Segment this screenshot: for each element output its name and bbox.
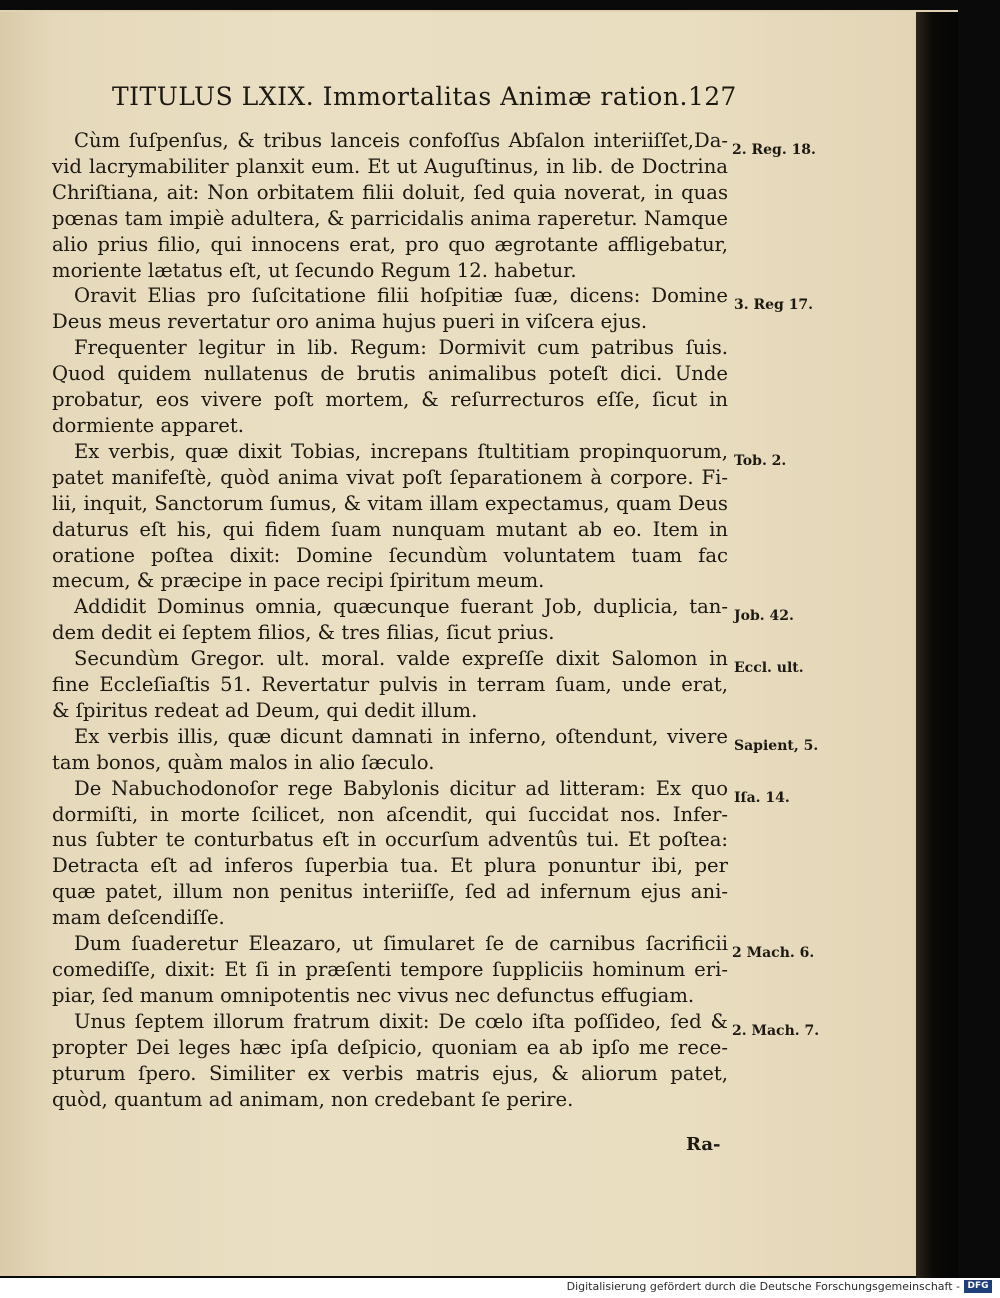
- paragraph: [52, 335, 728, 439]
- text-line: quæ patet, illum non penitus interiiſſe, ſed ad infernum ejus ani-: [52, 880, 728, 904]
- text-line: Ex verbis illis, quæ dicunt damnati in inferno, oſtendunt, vivere: [74, 724, 728, 748]
- text-line: daturus eſt his, qui fidem ſuam nunquam mutant ab eo. Item in: [52, 517, 728, 541]
- text-line: patet manifeſtè, quòd anima vivat poſt ſeparationem à corpore. Fi-: [52, 465, 728, 489]
- paragraph: [52, 776, 728, 931]
- text-line: mecum, & præcipe in pace recipi ſpiritum meum.: [52, 569, 545, 593]
- text-line: dormiente apparet.: [52, 413, 244, 437]
- text-line: nus ſubter te conturbatus eſt in occurſum adventûs tui. Et poſtea:: [52, 828, 728, 852]
- margin-reference: Eccl. ult.: [734, 660, 804, 676]
- page-number: 127: [688, 82, 737, 111]
- text-line: moriente lætatus eſt, ut ſecundo Regum 12. habetur.: [52, 258, 577, 282]
- paragraph: [52, 724, 728, 776]
- text-line: dem dedit ei ſeptem filios, & tres filias, ſicut prius.: [52, 621, 555, 645]
- body-text: [52, 128, 728, 1112]
- digitization-footer: [0, 1278, 1000, 1298]
- margin-reference: 2. Mach. 7.: [732, 1022, 820, 1039]
- text-line: Addidit Dominus omnia, quæcunque fuerant Job, duplicia, tan-: [74, 595, 728, 619]
- text-line: oratione poſtea dixit: Domine ſecundùm voluntatem tuam fac: [52, 543, 728, 567]
- text-line: Detracta eſt ad inferos ſuperbia tua. Et plura ponuntur ibi, per: [52, 854, 728, 878]
- text-line: Dum ſuaderetur Eleazaro, ut ſimularet ſe de carnibus ſacrificii: [74, 932, 728, 956]
- text-line: & ſpiritus redeat ad Deum, qui dedit illum.: [52, 698, 478, 722]
- text-line: pœnas tam impiè adultera, & parricidalis anima raperetur. Namque: [52, 206, 728, 230]
- margin-reference: Job. 42.: [734, 608, 794, 625]
- paragraph: [52, 931, 728, 1009]
- paragraph: [52, 439, 728, 594]
- header-title: TITULUS LXIX. Immortalitas Animæ ration.: [112, 82, 688, 111]
- margin-reference: 2. Reg. 18.: [732, 142, 816, 158]
- text-line: Secundùm Gregor. ult. moral. valde expreſſe dixit Salomon in: [74, 647, 728, 671]
- paragraph: [52, 594, 728, 646]
- text-line: pturum ſpero. Similiter ex verbis matris ejus, & aliorum patet,: [52, 1061, 728, 1085]
- margin-reference: 2 Mach. 6.: [732, 944, 815, 961]
- text-line: propter Dei leges hæc ipſa deſpicio, quoniam ea ab ipſo me rece-: [52, 1035, 728, 1059]
- text-line: fine Eccleſiaſtis 51. Revertatur pulvis in terram ſuam, unde erat,: [52, 673, 728, 697]
- text-line: Ex verbis, quæ dixit Tobias, increpans ſtultitiam propinquorum,: [74, 439, 728, 463]
- text-line: mam deſcendiſſe.: [52, 906, 225, 930]
- paragraph: [52, 128, 728, 283]
- text-line: vid lacrymabiliter planxit eum. Et ut Auguſtinus, in lib. de Doctrina: [52, 154, 728, 178]
- text-line: Unus ſeptem illorum fratrum dixit: De cœlo iſta poſſideo, ſed &: [74, 1009, 728, 1033]
- text-line: Chriſtiana, ait: Non orbitatem filii doluit, ſed quia noverat, in quas: [52, 180, 728, 204]
- text-line: probatur, eos vivere poſt mortem, & reſurrecturos eſſe, ſicut in: [52, 388, 728, 412]
- text-line: piar, ſed manum omnipotentis nec vivus nec defunctus effugiam.: [52, 983, 695, 1007]
- margin-reference: 3. Reg 17.: [734, 297, 814, 314]
- catchword: Ra-: [686, 1134, 721, 1155]
- text-line: lii, inquit, Sanctorum ſumus, & vitam illam expectamus, quam Deus: [52, 491, 728, 515]
- page-edge-shadow: [916, 12, 958, 1280]
- paragraph: [52, 1009, 728, 1113]
- footer-credit: Digitalisierung gefördert durch die Deutsche Forschungsgemeinschaft -: [566, 1280, 960, 1293]
- dfg-logo: DFG: [964, 1280, 992, 1293]
- text-line: Deus meus revertatur oro anima hujus pueri in viſcera ejus.: [52, 310, 648, 334]
- text-line: alio prius filio, qui innocens erat, pro quo ægrotante affligebatur,: [52, 232, 728, 256]
- text-line: Frequenter legitur in lib. Regum: Dormivit cum patribus ſuis.: [74, 336, 728, 360]
- paragraph: [52, 646, 728, 724]
- margin-reference: Iſa. 14.: [734, 789, 790, 806]
- text-line: quòd, quantum ad animam, non credebant ſe perire.: [52, 1087, 574, 1111]
- text-line: De Nabuchodonoſor rege Babylonis dicitur ad litteram: Ex quo: [74, 776, 728, 800]
- text-line: Cùm ſuſpenſus, & tribus lanceis confoſſus Abſalon interiiſſet,Da-: [74, 129, 728, 152]
- text-line: dormiſti, in morte ſcilicet, non aſcendit, qui ſuccidat nos. Infer-: [52, 802, 728, 826]
- margin-reference: Tob. 2.: [734, 452, 787, 469]
- margin-reference: Sapient, 5.: [734, 737, 819, 754]
- text-line: tam bonos, quàm malos in alio ſæculo.: [52, 750, 435, 774]
- text-line: Oravit Elias pro ſuſcitatione filii hoſpitiæ ſuæ, dicens: Domine: [74, 284, 728, 308]
- text-line: Quod quidem nullatenus de brutis animalibus poteſt dici. Unde: [52, 362, 728, 386]
- text-line: comediſſe, dixit: Et ſi in præſenti tempore ſuppliciis hominum eri-: [52, 958, 728, 981]
- paragraph: [52, 283, 728, 335]
- running-header: [112, 82, 737, 111]
